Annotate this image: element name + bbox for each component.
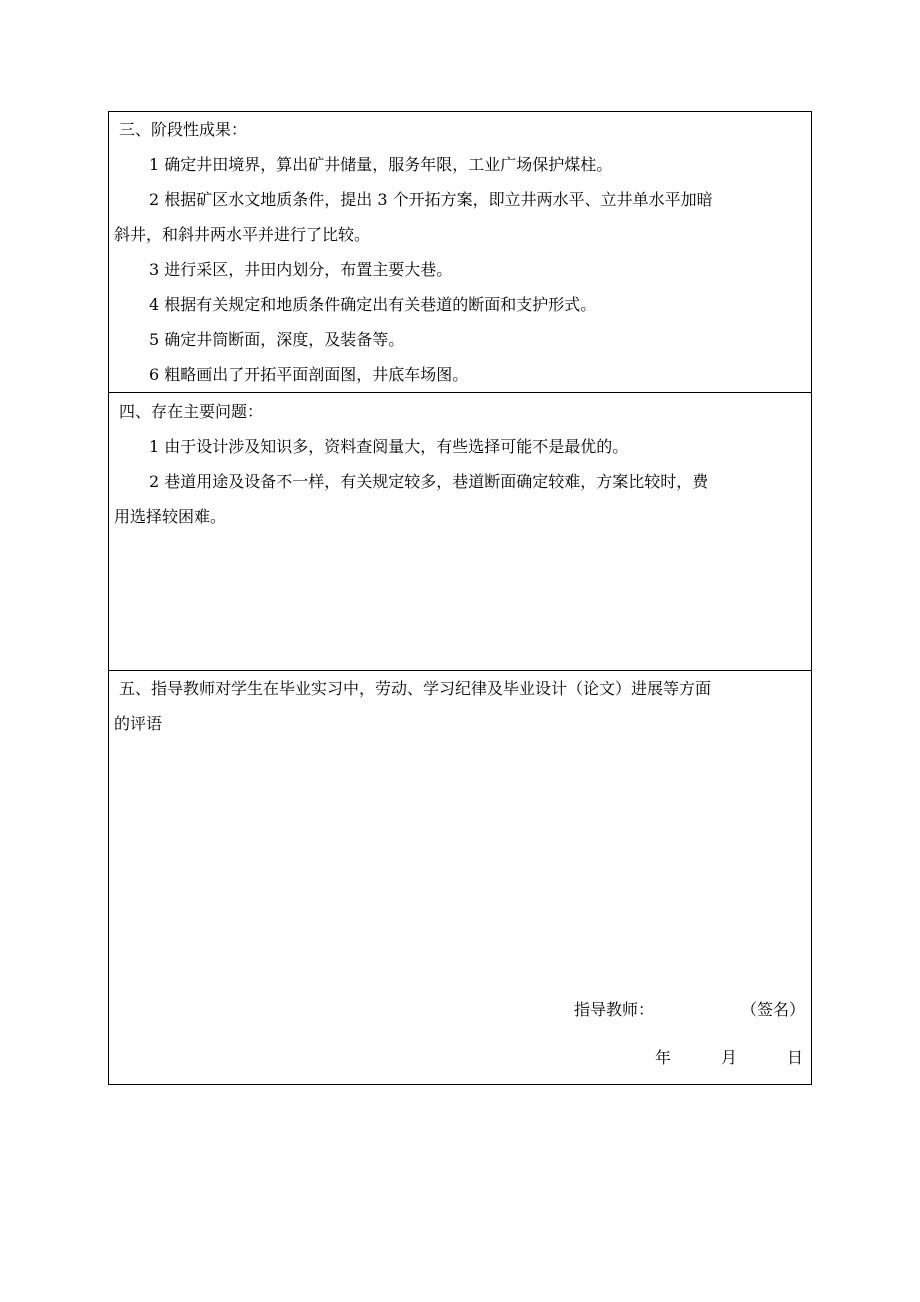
result-item: 1 确定井田境界，算出矿井储量，服务年限，工业广场保护煤柱。 [149,155,613,174]
day-label: 日 [787,1048,804,1067]
year-label: 年 [655,1048,672,1067]
result-item: 4 根据有关规定和地质条件确定出有关巷道的断面和支护形式。 [149,295,597,314]
result-item: 6 粗略画出了开拓平面剖面图，井底车场图。 [149,365,469,384]
section-heading-continuation: 的评语 [114,714,163,733]
section-heading: 三、阶段性成果： [119,120,248,139]
problem-item: 1 由于设计涉及知识多，资料查阅量大，有些选择可能不是最优的。 [149,437,629,456]
problem-item: 2 巷道用途及设备不一样，有关规定较多，巷道断面确定较难，方案比较时，费 [149,472,709,491]
result-item: 2 根据矿区水文地质条件，提出 3 个开拓方案，即立井两水平、立井单水平加暗 [149,190,713,209]
section-main-problems [109,392,811,670]
month-label: 月 [721,1048,738,1067]
result-item: 3 进行采区，井田内划分，布置主要大巷。 [149,260,453,279]
result-item-continuation: 斜井，和斜井两水平并进行了比较。 [114,225,371,244]
problem-item-continuation: 用选择较困难。 [114,507,227,526]
section-phase-results [109,112,811,392]
evaluation-form [108,111,812,1085]
result-item: 5 确定井筒断面，深度，及装备等。 [149,330,405,349]
section-advisor-comments [109,670,811,1084]
signature-label: （签名） [741,1000,806,1019]
section-heading: 四、存在主要问题： [119,402,264,421]
advisor-label: 指导教师： [574,1000,655,1019]
section-heading: 五、指导教师对学生在毕业实习中，劳动、学习纪律及毕业设计（论文）进展等方面 [119,679,712,698]
